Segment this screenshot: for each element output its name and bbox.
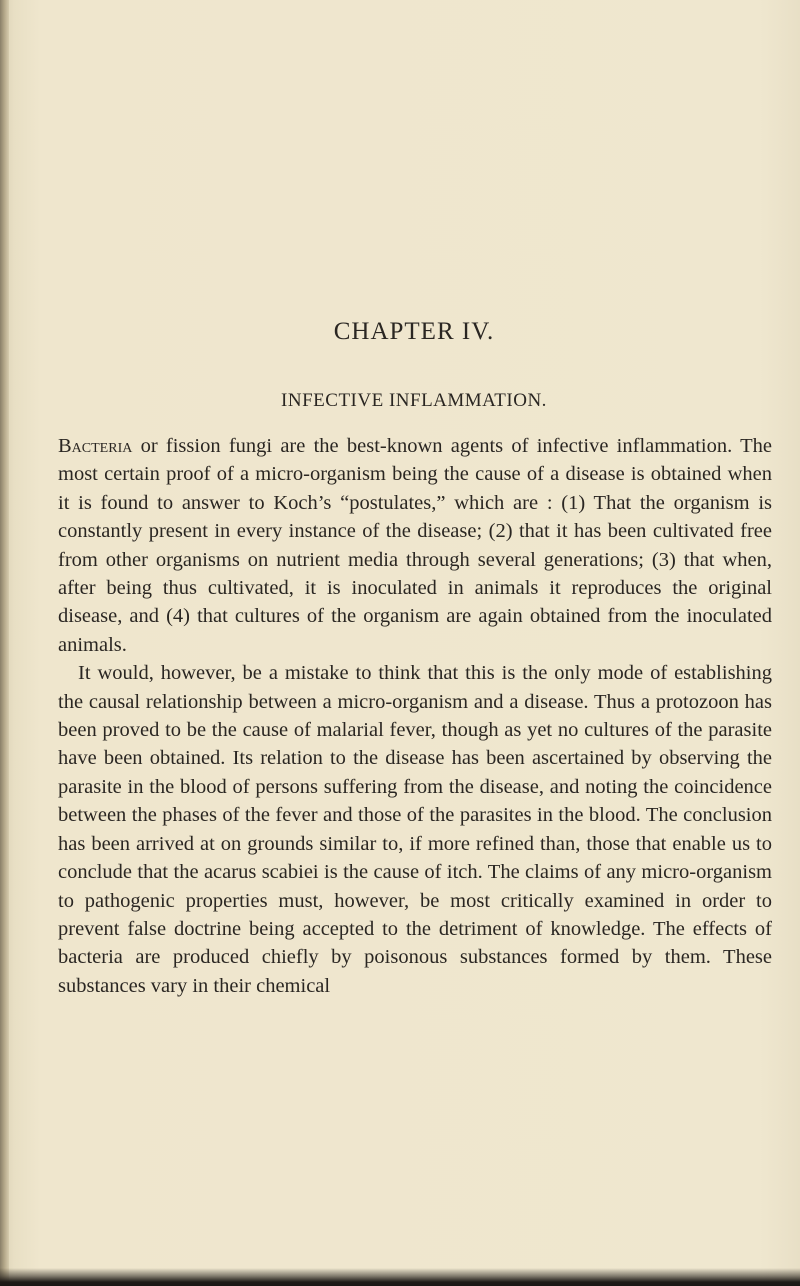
paragraph-lead: Bacteria [58,435,133,457]
paragraph-1-text: or fission fungi are the best-known agents of infective inflammation. The most certain proof of a micro-organism being the cause of a disease is obtained when it is found to answer to Koch’s “postulates,” which are : (1) That the organism is constantly present in every instance of the disease; (2) that it has been cultivated free from other organisms on nutrient media through several generations; (3) that when, after being thus cultivated, it is inoculated in animals it reproduces the original disease, and (4) that cultures of the organism are again obtained from the inoculated animals. [58,435,772,656]
paragraph-2 [58,659,772,1000]
paragraph-2-text: It would, however, be a mistake to think that this is the only mode of establishing the causal relationship between a micro-organism and a disease. Thus a protozoon has been proved to be the cause of malarial fever, though as yet no cultures of the parasite have been obtained. Its relation to the disease has been ascertained by observing the parasite in the blood of persons suffering from the disease, and noting the coincidence between the phases of the fever and those of the parasites in the blood. The conclusion has been arrived at on grounds similar to, if more refined than, those that enable us to conclude that the acarus scabiei is the cause of itch. The claims of any micro-organism to pathogenic properties must, however, be most critically examined in order to prevent false doctrine being accepted to the detriment of knowledge. The effects of bacteria are produced chiefly by poisonous substances formed by them. These substances vary in their chemical [58,662,772,997]
body-text [58,432,772,1000]
paragraph-1 [58,432,772,659]
chapter-title: CHAPTER IV. [333,318,495,345]
section-title: INFECTIVE INFLAMMATION. [281,390,547,411]
page-bottom-edge [0,1268,800,1286]
page-gutter [0,0,9,1286]
